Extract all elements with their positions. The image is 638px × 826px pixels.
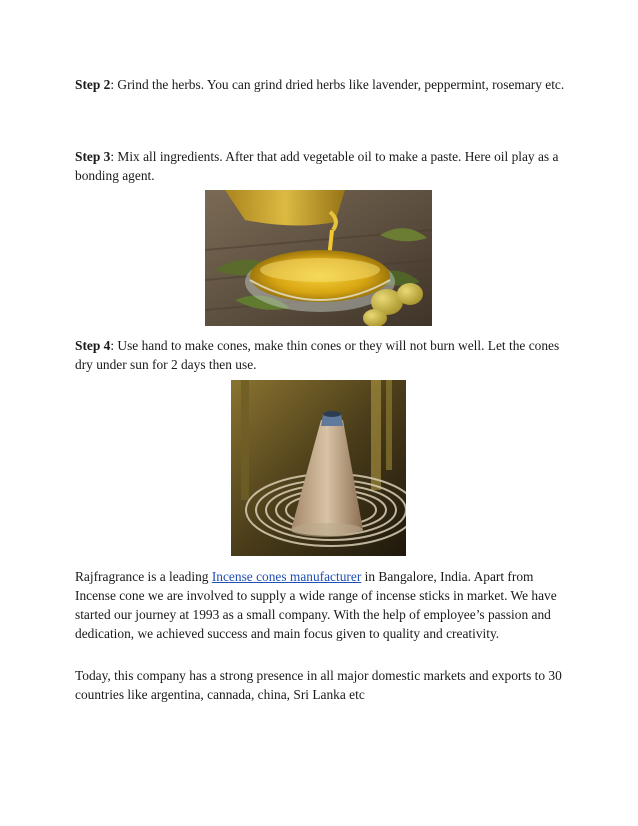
company-paragraph	[75, 567, 565, 643]
step-4-label: Step 4	[75, 338, 111, 353]
company-intro-before: Rajfragrance is a leading	[75, 569, 212, 584]
step-2-paragraph	[75, 75, 565, 94]
closing-paragraph: Today, this company has a strong presence in all major domestic markets and exports to 30 countries like argentina, cannada, china, Sri Lanka etc	[75, 668, 562, 702]
step-4-paragraph	[75, 336, 565, 374]
company-intro-after: in Bangalore, India. Apart from Incense cone we are involved to supply a wide range of incense sticks in market. We have started our journey at 1993 as a small company. With the help of employee’s passion and dedication, we achieved success and main focus given to quality and creativity.	[75, 569, 557, 641]
step-3-text: : Mix all ingredients. After that add vegetable oil to make a paste. Here oil play as a bonding agent.	[75, 149, 559, 183]
step-2-text: : Grind the herbs. You can grind dried herbs like lavender, peppermint, rosemary etc.	[110, 77, 565, 92]
step-3-label: Step 3	[75, 149, 111, 164]
incense-cone-image	[231, 380, 406, 556]
step-4-text: : Use hand to make cones, make thin cones or they will not burn well. Let the cones dry under sun for 2 days then use.	[75, 338, 560, 372]
step-2-label: Step 2	[75, 77, 111, 92]
olive-oil-image	[205, 190, 432, 326]
incense-cones-manufacturer-link[interactable]: Incense cones manufacturer	[211, 569, 362, 584]
step-3-paragraph	[75, 147, 565, 185]
